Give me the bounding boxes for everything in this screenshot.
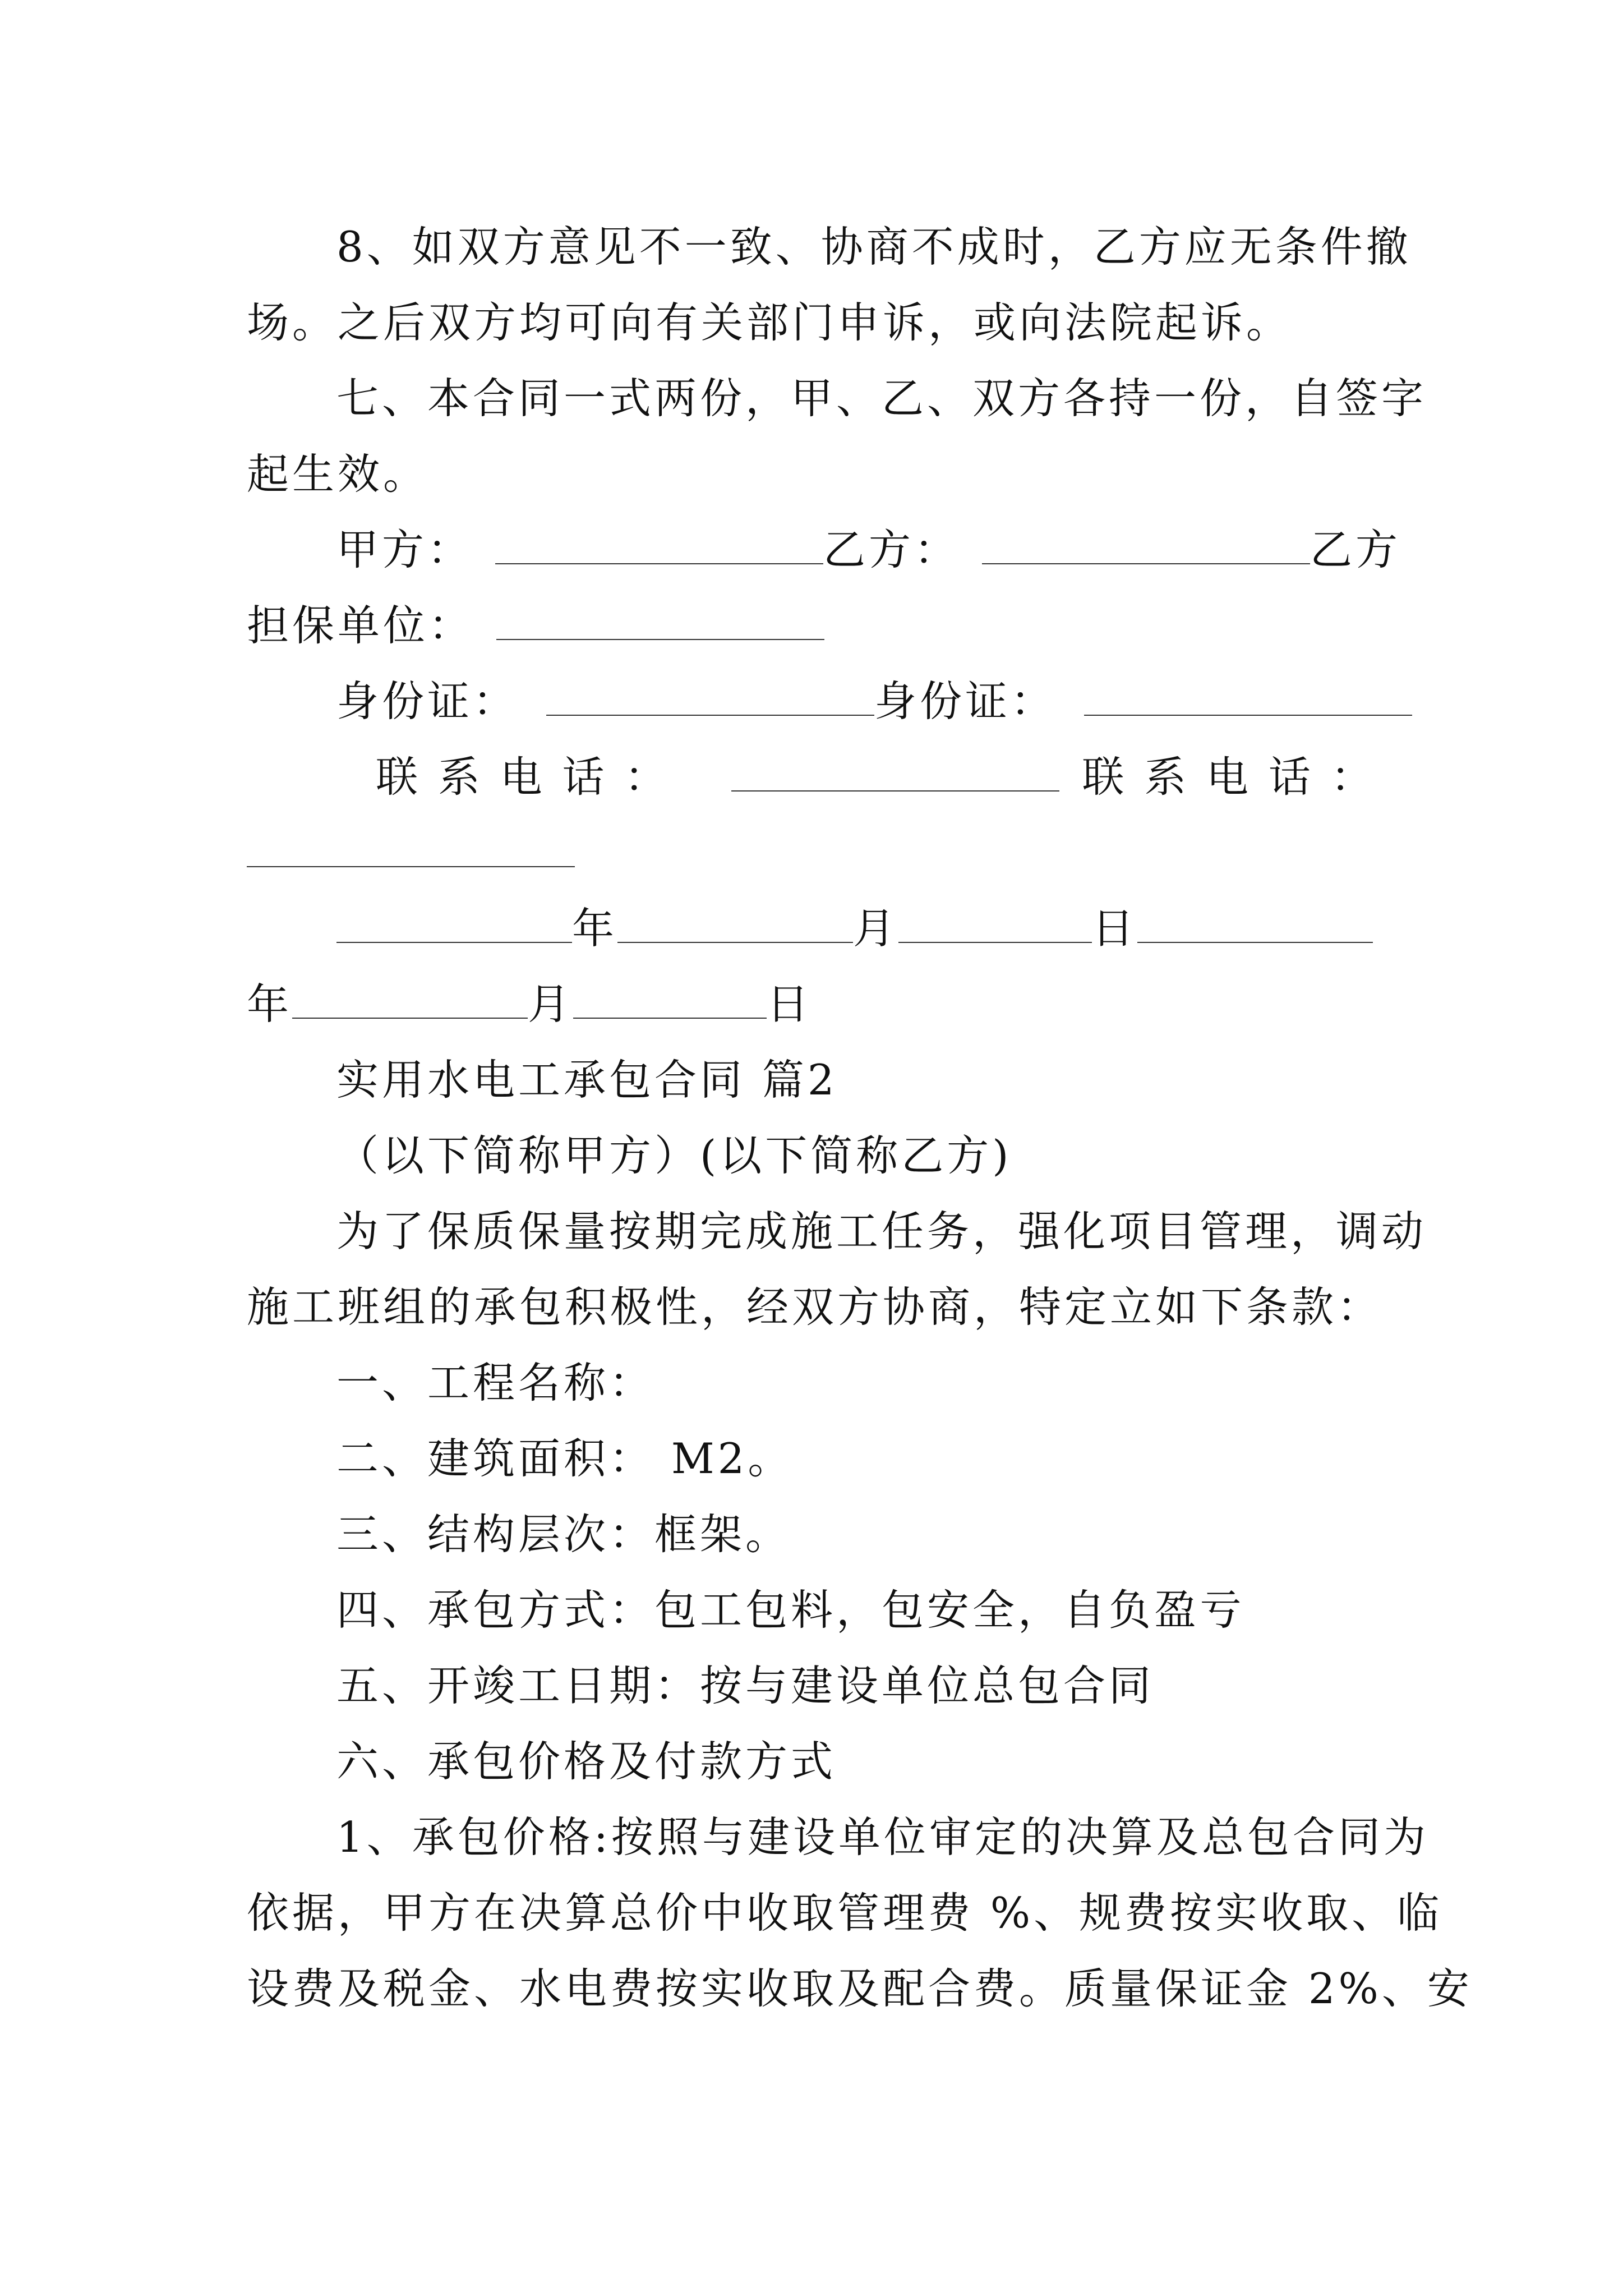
party-b-label: 乙方： (823, 525, 960, 574)
clause-price-payment: 六、承包价格及付款方式 (336, 1737, 837, 1786)
id-b-blank (1084, 675, 1412, 716)
clause-project-name: 一、工程名称： (336, 1358, 655, 1407)
month-b-label: 月 (528, 979, 574, 1029)
paragraph-line: 起生效。 (247, 449, 429, 499)
signature-row-date-b (247, 976, 1380, 1032)
day-a-label: 日 (1092, 904, 1138, 953)
clause-building-area: 二、建筑面积： M2。 (336, 1434, 794, 1483)
id-a-blank (546, 675, 874, 716)
clause-dates: 五、开竣工日期：按与建设单位总包合同 (336, 1661, 1155, 1710)
paragraph-line: 依据，甲方在决算总价中收取管理费 %、规费按实收取、临 (247, 1888, 1443, 1938)
day-b-label: 日 (767, 979, 813, 1029)
section-title: 实用水电工承包合同 篇2 (336, 1055, 838, 1105)
phone-b-blank (247, 827, 575, 867)
guarantor-blank (496, 600, 824, 640)
day-a-blank (898, 903, 1092, 943)
id-a-label: 身份证： (336, 677, 519, 726)
party-a-label: 甲方： (336, 525, 473, 574)
id-b-label: 身份证： (874, 677, 1057, 726)
signature-row-id (247, 673, 1469, 729)
phone-a-blank (731, 751, 1059, 792)
paragraph-line: 七、本合同一式两份，甲、乙、双方各持一份，自签字 (336, 374, 1427, 423)
signature-row-parties (247, 522, 1469, 578)
guarantor-label: 担保单位： (247, 601, 474, 650)
paragraph-line: 设费及税金、水电费按实收取及配合费。质量保证金 2%、安 (247, 1964, 1473, 2013)
party-b-blank (982, 524, 1310, 564)
year-b-blank (1137, 903, 1373, 943)
paragraph-line: 1、承包价格:按照与建设单位审定的决算及总包合同为 (336, 1812, 1429, 1862)
year-a-blank (336, 903, 572, 943)
day-b-blank (573, 978, 767, 1019)
year-a-label: 年 (572, 904, 618, 953)
paragraph-line: 8、如双方意见不一致、协商不成时，乙方应无条件撤 (336, 222, 1412, 272)
signature-row-phone (376, 749, 1380, 805)
month-b-blank (292, 978, 528, 1019)
month-a-label: 月 (853, 904, 899, 953)
clause-structure: 三、结构层次：框架。 (336, 1510, 791, 1559)
signature-row-guarantor (247, 597, 1380, 654)
signature-row-phone-continued (247, 825, 1380, 881)
clause-contract-method: 四、承包方式：包工包料，包安全，自负盈亏 (336, 1585, 1246, 1635)
paragraph-line: 为了保质保量按期完成施工任务，强化项目管理，调动 (336, 1207, 1427, 1256)
signature-row-date-a (247, 900, 1469, 956)
party-a-blank (495, 524, 823, 564)
paragraph-line: 施工班组的承包积极性，经双方协商，特定立如下条款： (247, 1282, 1383, 1332)
party-b-tail-label: 乙方 (1310, 525, 1401, 574)
month-a-blank (617, 903, 853, 943)
paragraph-line: 场。之后双方均可向有关部门申诉，或向法院起诉。 (247, 298, 1292, 347)
parties-abbrev: （以下简称甲方）(以下简称乙方) (336, 1131, 1012, 1180)
year-b-label: 年 (247, 979, 293, 1029)
phone-a-label: 联 系 电 话 ： (376, 752, 670, 802)
phone-b-label: 联 系 电 话 ： (1082, 752, 1376, 802)
